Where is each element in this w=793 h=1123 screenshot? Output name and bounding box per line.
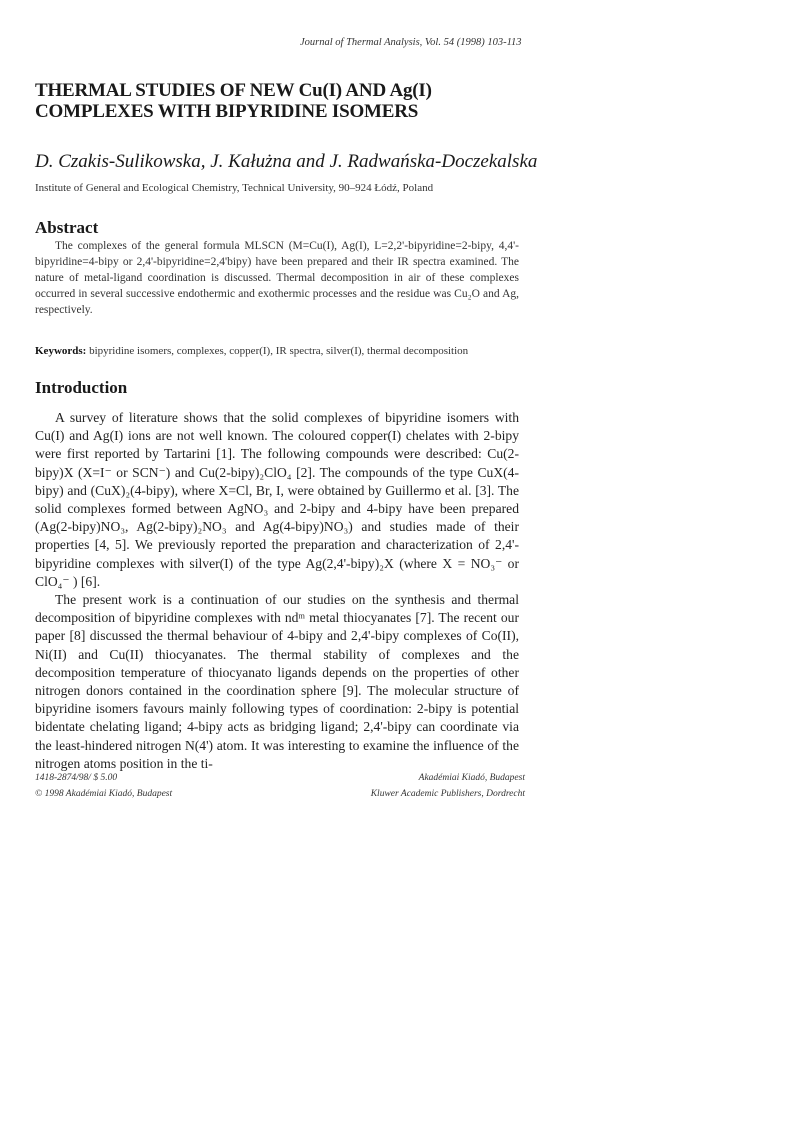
abstract-text: The complexes of the general formula MLSCN (M=Cu(I), Ag(I), L=2,2'-bipyridine=2-bipy, 4,4'-bipyridine=4-bipy or 2,4'-bipyridine=2,4'bipy) have been prepared and their IR spectra examined. The nature of metal-ligand coordination is discussed. Thermal decomposition in air of these complexes occurred in several successive endothermic and exothermic processes and the residue was Cu₂O and Ag, respectively.	[35, 240, 519, 316]
keywords-label: Keywords:	[35, 345, 87, 357]
footer-publisher-1: Akadémiai Kiadó, Budapest	[418, 773, 525, 783]
title-line-2: COMPLEXES WITH BIPYRIDINE ISOMERS	[35, 101, 419, 122]
affiliation: Institute of General and Ecological Chemistry, Technical University, 90–924 Łódź, Poland	[35, 182, 434, 194]
abstract-heading: Abstract	[35, 218, 99, 237]
intro-paragraph-2: The present work is a continuation of our studies on the synthesis and thermal decomposition of bipyridine complexes with ndᵐ metal thiocyanates [7]. The recent our paper [8] discussed the thermal behaviour of 4-bipy and 2,4'-bipy complexes of Co(II), Ni(II) and Cu(II) thiocyanates. The thermal stability of complexes and the decomposition temperature of thiocyanato ligands depends on the properties of other nitrogen donors contained in the coordination sphere [9]. The molecular structure of bipyridine isomers favours mainly following types of coordination: 2-bipy is potential bidentate chelating ligand; 4-bipy acts as bridging ligand; 2,4'-bipy can coordinate via the least-hindered nitrogen N(4') atom. It was interesting to examine the influence of the nitrogen atoms position in the ti-	[35, 592, 519, 771]
journal-header: Journal of Thermal Analysis, Vol. 54 (1998) 103-113	[300, 37, 522, 48]
paper-title	[35, 80, 595, 122]
intro-paragraph-1: A survey of literature shows that the solid complexes of bipyridine isomers with Cu(I) and Ag(I) ions are not well known. The coloured copper(I) chelates with 2-bipy were first reported by Tartarini [1]. The following compounds were described: Cu(2-bipy)X (X=I⁻ or SCN⁻) and Cu(2-bipy)₂ClO₄ [2]. The compounds of the type CuX(4-bipy) and (CuX)₂(4-bipy), where X=Cl, Br, I, were obtained by Guillermo et al. [3]. The solid complexes formed between AgNO₃ and 2-bipy and 4-bipy have been prepared (Ag(2-bipy)NO₃, Ag(2-bipy)₂NO₃ and Ag(4-bipy)NO₃) and studies made of their properties [4, 5]. We previously reported the preparation and characterization of 2,4'-bipyridine complexes with silver(I) of the type Ag(2,4'-bipy)₂X (where X = NO₃⁻ or ClO₄⁻ ) [6].	[35, 410, 519, 589]
footer-publisher-2: Kluwer Academic Publishers, Dordrecht	[370, 789, 525, 799]
footer-issn: 1418-2874/98/ $ 5.00	[35, 773, 118, 783]
introduction-heading: Introduction	[35, 378, 128, 397]
introduction-body	[35, 409, 519, 773]
title-line-1: THERMAL STUDIES OF NEW Cu(I) AND Ag(I)	[35, 80, 432, 101]
keywords-text: bipyridine isomers, complexes, copper(I), IR spectra, silver(I), thermal decomposition	[89, 345, 469, 357]
footer-copyright: © 1998 Akadémiai Kiadó, Budapest	[35, 789, 173, 799]
author-list: D. Czakis-Sulikowska, J. Kałużna and J. Radwańska-Doczekalska	[35, 151, 538, 172]
keywords-line	[35, 345, 525, 357]
